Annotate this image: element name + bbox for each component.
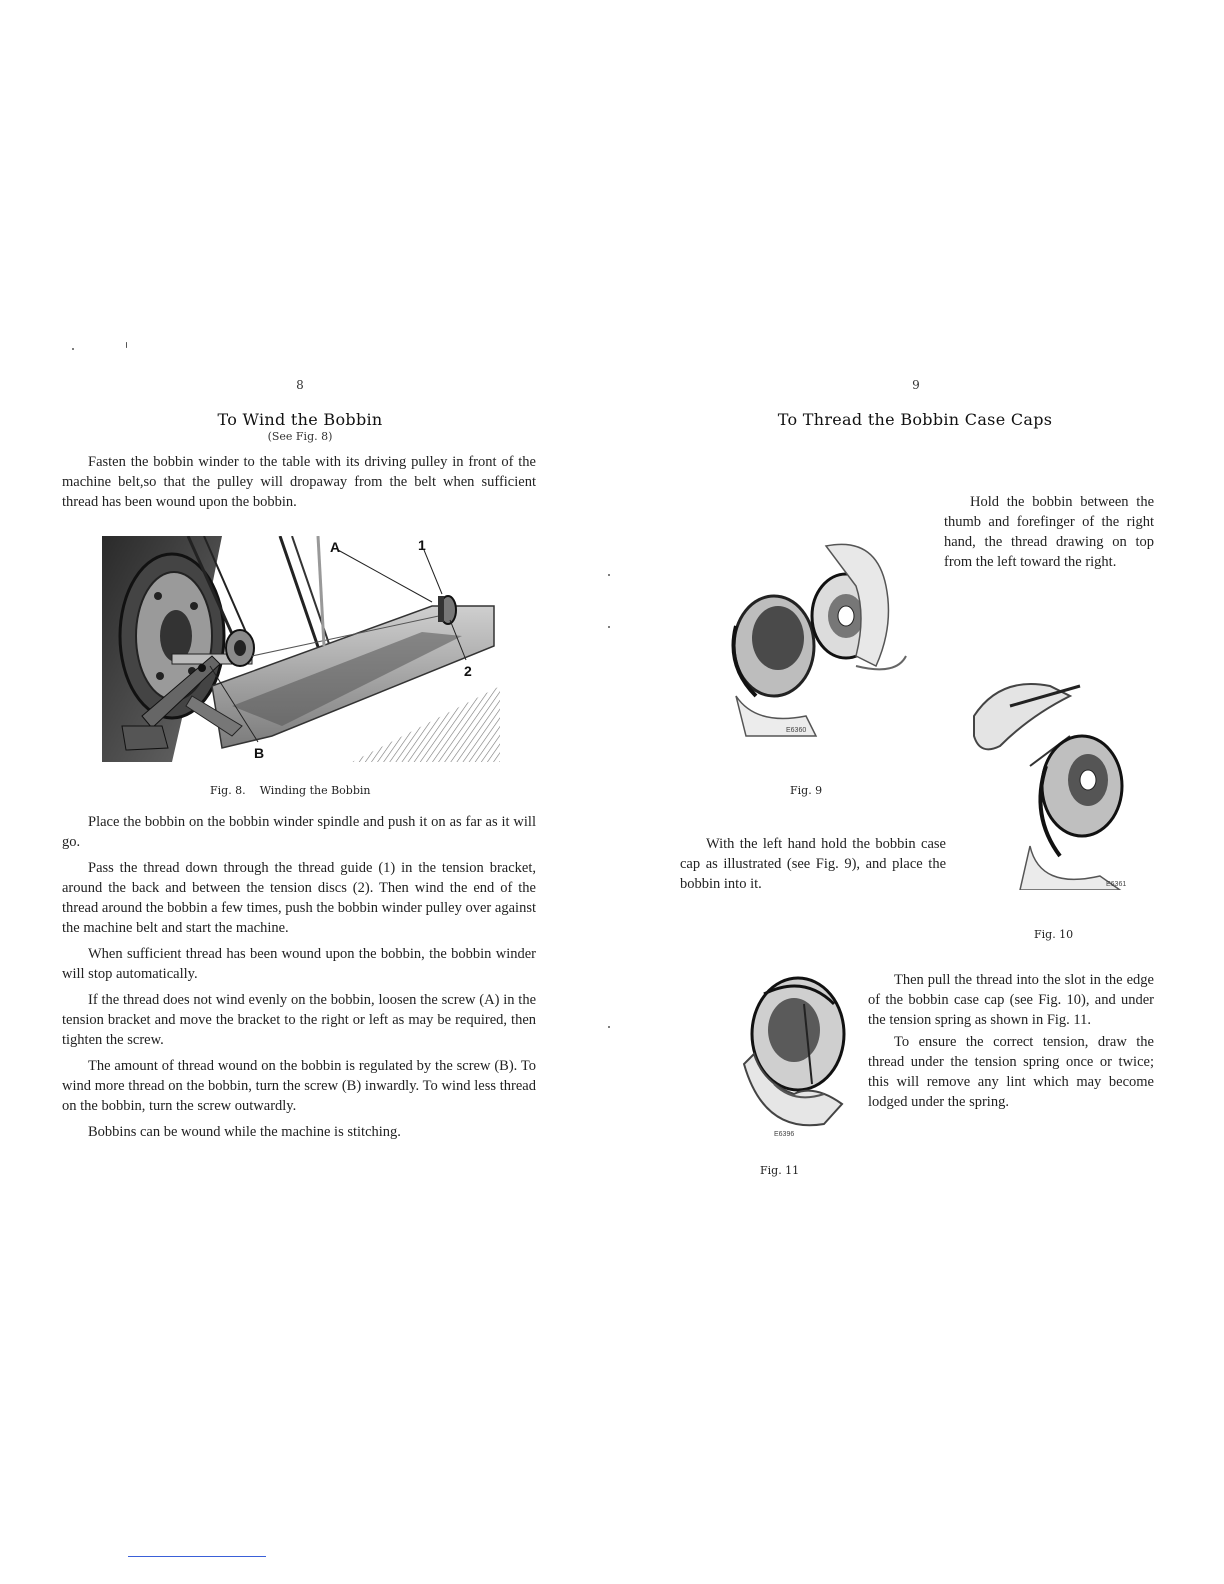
- ensure-tension-paragraph: To ensure the correct tension, draw the thread under the tension spring once or twice; this will remove any lint which may become lodged under the spring.: [868, 1034, 1154, 1110]
- footer-rule: [128, 1556, 266, 1557]
- fig8-caption: [210, 784, 450, 797]
- left-hand-paragraph: With the left hand hold the bobbin case cap as illustrated (see Fig. 9), and place the bobbin into it.: [680, 836, 946, 892]
- paragraph-amount-of-thread: The amount of thread wound on the bobbin is regulated by the screw (B). To wind more thread on the bobbin, turn the screw (B) inwardly. To wind less thread on the bobbin, turn the screw outwardly.: [62, 1058, 536, 1114]
- scan-speck: [608, 574, 610, 576]
- then-pull-paragraph: Then pull the thread into the slot in the edge of the bobbin case cap (see Fig. 10), and under the tension spring as shown in Fig. 11.: [868, 972, 1154, 1028]
- fig8-label-a: A: [330, 539, 341, 555]
- page-number-left: 8: [296, 378, 304, 392]
- fig11-caption: Fig. 11: [760, 1164, 800, 1177]
- page-title-left: To Wind the Bobbin: [217, 410, 383, 429]
- fig8-caption-text: Winding the Bobbin: [259, 784, 371, 797]
- intro-text: Fasten the bobbin winder to the table with its driving pulley in front of the machine belt,so that the pulley will dropaway from the belt when sufficient thread has been wound upon the bobbin.: [62, 454, 536, 510]
- then-pull-text: [868, 970, 1154, 1118]
- fig9-illustration: [716, 526, 912, 740]
- fig11-plate-number: E6396: [774, 1131, 795, 1138]
- left-hand-text: [680, 834, 946, 900]
- scan-speck: [72, 348, 74, 350]
- fig8-label-1: 1: [418, 537, 426, 553]
- bobbin-winder-drawing: [102, 536, 500, 762]
- tension-spring-drawing: [734, 964, 854, 1144]
- paragraph-pass-thread: Pass the thread down through the thread guide (1) in the tension bracket, around the back and between the tension discs (2). Then wind the end of the thread around the bobbin a few times, push the bobbin winder pulley over against the machine belt and start the machine.: [62, 860, 536, 936]
- scan-speck: [126, 342, 127, 348]
- intro-paragraph: [62, 452, 536, 518]
- hold-bobbin-text: [944, 492, 1154, 578]
- page-subtitle-left: (See Fig. 8): [267, 430, 333, 443]
- scan-speck: [608, 626, 610, 628]
- left-page-body: [62, 812, 536, 1148]
- page-title-right: To Thread the Bobbin Case Caps: [777, 410, 1053, 429]
- thread-into-slot-drawing: [970, 676, 1142, 890]
- fig10-plate-number: E6361: [1106, 881, 1127, 888]
- fig9-plate-number: E6360: [786, 727, 807, 734]
- scan-speck: [608, 1026, 610, 1028]
- fig10-illustration: [970, 676, 1142, 890]
- fig10-caption: Fig. 10: [1034, 928, 1074, 941]
- hold-bobbin-paragraph: Hold the bobbin between the thumb and forefinger of the right hand, the thread drawing on top from the left toward the right.: [944, 494, 1154, 570]
- fig8-illustration: [102, 536, 500, 762]
- fig8-caption-fig: Fig. 8.: [210, 784, 246, 797]
- fig11-illustration: [734, 964, 854, 1144]
- paragraph-place-bobbin: Place the bobbin on the bobbin winder spindle and push it on as far as it will go.: [62, 814, 536, 850]
- fig8-label-2: 2: [464, 663, 472, 679]
- paragraph-wind-evenly: If the thread does not wind evenly on the bobbin, loosen the screw (A) in the tension bracket and move the bracket to the right or left as may be required, then tighten the screw.: [62, 992, 536, 1048]
- fig9-caption: Fig. 9: [790, 784, 823, 797]
- page-number-right: 9: [912, 378, 920, 392]
- paragraph-bobbins-while-stitching: Bobbins can be wound while the machine is stitching.: [88, 1124, 401, 1140]
- paragraph-sufficient-thread: When sufficient thread has been wound upon the bobbin, the bobbin winder will stop automatically.: [62, 946, 536, 982]
- fig8-label-b: B: [254, 745, 265, 761]
- bobbin-case-cap-hand-drawing: [716, 526, 912, 740]
